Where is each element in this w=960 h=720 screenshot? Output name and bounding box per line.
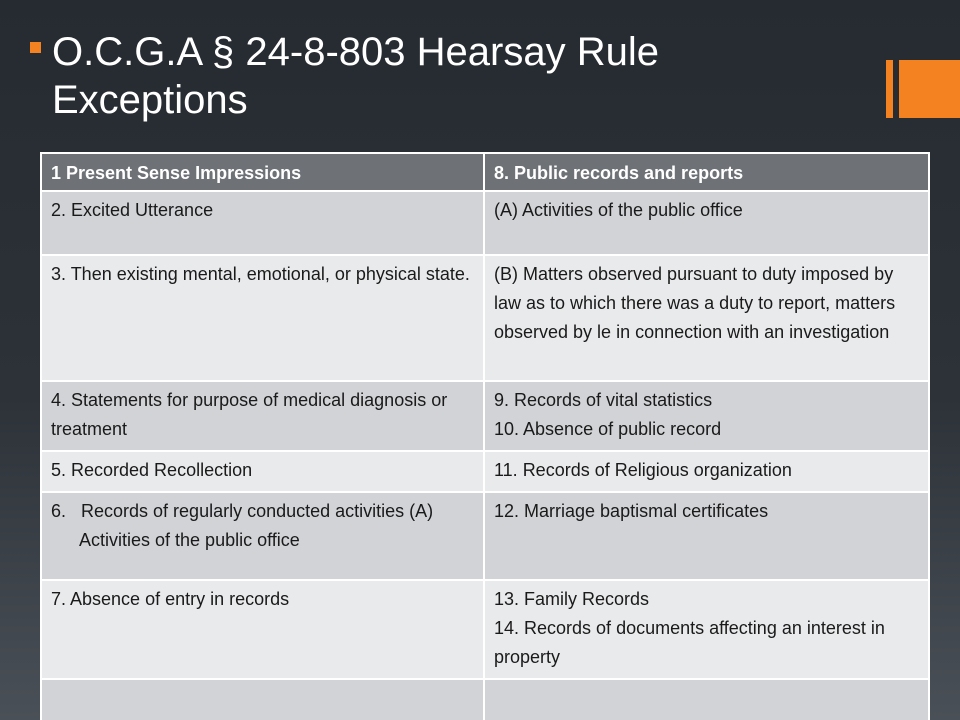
table-cell-left (41, 451, 484, 492)
table-cell-left (41, 679, 484, 720)
cell-text: 6. Records of regularly conducted activities (A) Activities of the public office (51, 501, 434, 550)
table-cell-right (484, 679, 929, 720)
cell-text: 9. Records of vital statistics (494, 390, 713, 410)
cell-text: (A) Activities of the public office (494, 200, 743, 220)
cell-text: 5. Recorded Recollection (51, 460, 253, 480)
table-cell-left (41, 191, 484, 255)
orange-square-bullet-icon (30, 42, 41, 53)
table-cell-right (484, 255, 929, 381)
cell-text: 12. Marriage baptismal certificates (494, 501, 769, 521)
table-cell-left (41, 492, 484, 580)
cell-text: 7. Absence of entry in records (51, 589, 290, 609)
table-cell-left (41, 580, 484, 679)
table-cell-right (484, 381, 929, 451)
table-row (41, 679, 929, 720)
table-row (41, 381, 929, 451)
slide-title: O.C.G.A § 24-8-803 Hearsay Rule Exceptions (52, 30, 659, 122)
cell-text: 13. Family Records (494, 589, 650, 609)
table-cell-right (484, 191, 929, 255)
decorative-accent-bar-thin (886, 60, 893, 118)
table-row (41, 451, 929, 492)
table-cell-left (41, 255, 484, 381)
table-header-right: 8. Public records and reports (484, 153, 929, 191)
table-cell-right (484, 492, 929, 580)
hearsay-exceptions-table (40, 152, 930, 720)
table-cell-right (484, 580, 929, 679)
cell-text: 2. Excited Utterance (51, 200, 214, 220)
table-cell-left (41, 381, 484, 451)
cell-text: 10. Absence of public record (494, 419, 722, 439)
cell-text: 4. Statements for purpose of medical diagnosis or treatment (51, 390, 448, 439)
table-cell-right (484, 451, 929, 492)
table-row (41, 580, 929, 679)
cell-text: (B) Matters observed pursuant to duty imposed by law as to which there was a duty to report, matters observed by le in connection with an investigation (494, 264, 896, 342)
table-header-row (41, 153, 929, 191)
decorative-accent-bar-thick (899, 60, 960, 118)
table-row (41, 255, 929, 381)
table-row (41, 492, 929, 580)
table-row (41, 191, 929, 255)
cell-text: 14. Records of documents affecting an interest in property (494, 618, 885, 667)
table-header-left: 1 Present Sense Impressions (41, 153, 484, 191)
cell-text: 11. Records of Religious organization (494, 460, 792, 480)
cell-text: 3. Then existing mental, emotional, or physical state. (51, 264, 470, 284)
